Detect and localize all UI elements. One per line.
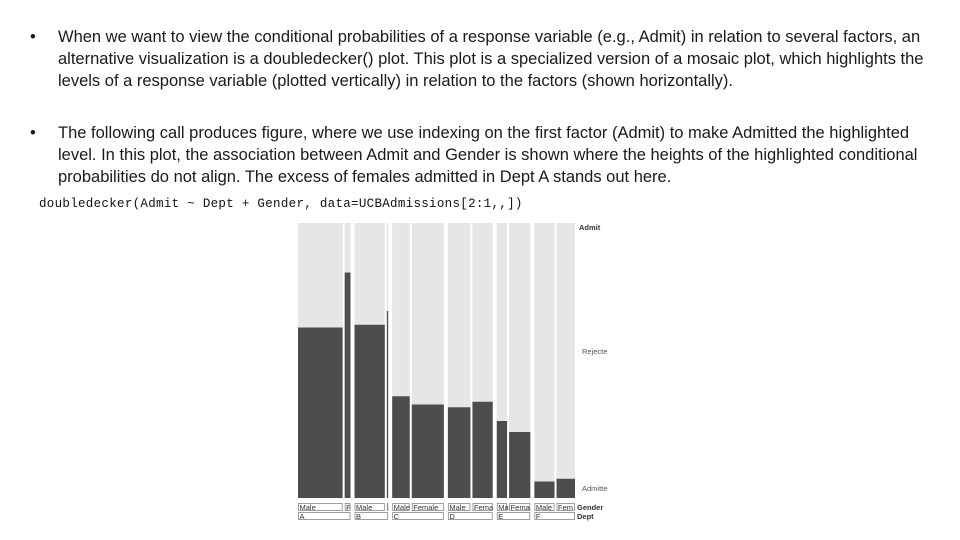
response-tick-admitted: Admitte [582,484,608,493]
bar-rejected-b-female [387,223,388,311]
gender-label: Male [449,503,466,512]
gender-label: Male [535,503,553,512]
dept-label: A [299,512,305,521]
bar-rejected-a-female [345,223,351,273]
bar-rejected-d-male [448,223,471,407]
dept-label: C [393,512,400,521]
bar-admitted-b-male [355,325,385,498]
dept-label: F [535,512,541,521]
bar-admitted-e-female [509,432,530,498]
bar-rejected-e-male [497,223,507,421]
gender-label: Ma [498,503,509,512]
bullet-2-symbol: • [30,124,36,142]
bar-admitted-c-female [412,405,444,499]
gender-label: Male [393,503,410,512]
gender-label: Male [356,503,373,512]
bar-rejected-b-male [355,223,385,325]
dept-label-box [299,513,351,520]
bar-rejected-f-male [534,223,554,482]
gender-label: Male [299,503,316,512]
bar-admitted-d-male [448,407,471,498]
dept-axis-label: Dept [577,512,594,521]
bullet-1-text: When we want to view the conditional probabilities of a response variable (e.g., Admit) in relation to several factors, an alternative visualization is a doubledecker() plot. This plot is a specialized version of a mosaic plot, which highlights the levels of a response variable (plotted vertically) in relation to the factors (shown horizontally). [58,28,924,90]
bar-admitted-b-female [387,311,388,498]
dept-label: D [449,512,455,521]
dept-label: B [356,512,362,521]
dept-label-box [535,513,575,520]
bar-rejected-e-female [509,223,530,432]
bar-admitted-a-male [298,328,343,499]
gender-label: Female [413,503,439,512]
bar-admitted-e-male [497,421,507,498]
gender-label: Fem [558,503,574,512]
gender-axis-label: Gender [577,503,604,512]
bar-admitted-f-male [534,482,554,499]
dept-label-box [393,513,444,520]
bullet-1-symbol: • [30,28,36,46]
gender-label-box [387,504,388,511]
code-snippet: doubledecker(Admit ~ Dept + Gender, data=UCBAdmissions[2:1,,]) [39,197,523,211]
response-tick-rejected: Rejecte [582,347,608,356]
response-axis-label: Admit [579,223,601,232]
bullet-2-text: The following call produces figure, where we use indexing on the first factor (Admit) to make Admitted the highlighted level. In this plot, the association between Admit and Gender is shown where the heights of the highlighted conditional probabilities do not align. The excess of females admitted in Dept A stands out here. [58,124,918,186]
gender-label: Fema [473,503,494,512]
bar-admitted-f-female [557,479,575,498]
bar-rejected-a-male [298,223,343,328]
bar-admitted-a-female [345,273,351,499]
bar-admitted-d-female [472,402,492,498]
bar-rejected-f-female [557,223,575,479]
gender-label: F [346,503,351,512]
bar-rejected-d-female [472,223,492,402]
dept-label: E [498,512,504,521]
bar-rejected-c-female [412,223,444,405]
dept-label-box [448,513,492,520]
doubledecker-plot [296,220,616,524]
bar-admitted-c-male [392,396,410,498]
gender-label: Fema [510,503,530,512]
bar-rejected-c-male [392,223,410,396]
